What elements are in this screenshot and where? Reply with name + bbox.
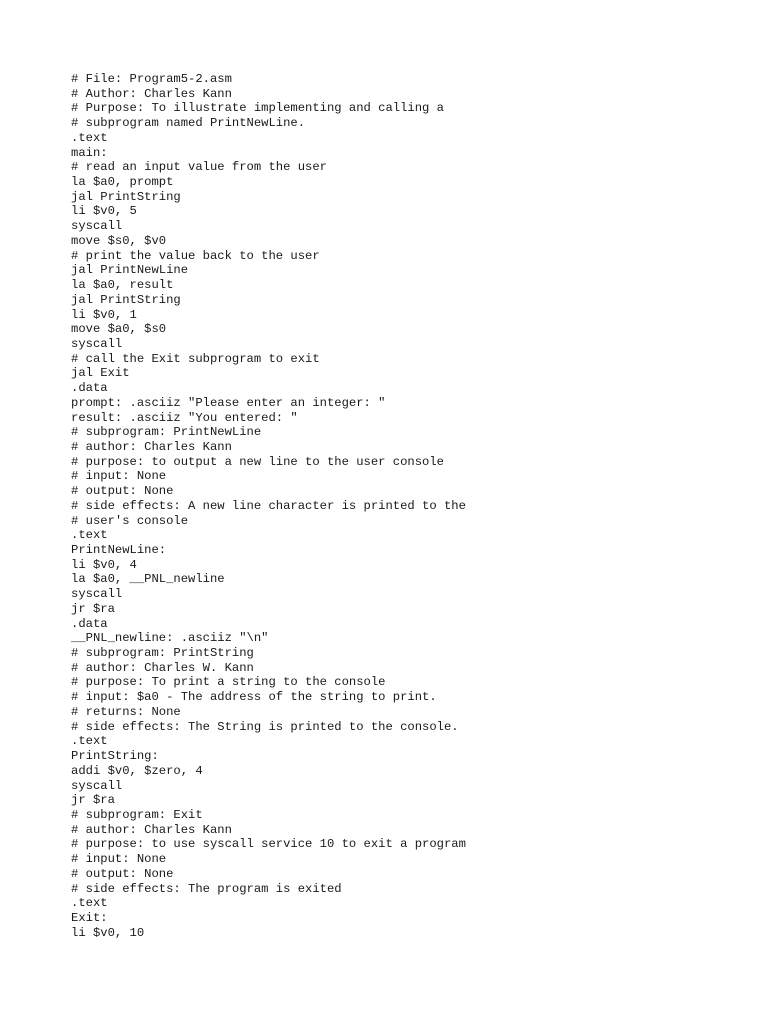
code-line: li $v0, 4	[71, 557, 137, 572]
code-line: result: .asciiz "You entered: "	[71, 410, 298, 425]
code-line: # print the value back to the user	[71, 248, 320, 263]
code-line: PrintString:	[71, 749, 159, 764]
code-line: main:	[71, 145, 108, 160]
code-line: .text	[71, 130, 108, 145]
code-line: jr $ra	[71, 793, 115, 808]
code-line: jal PrintString	[71, 189, 181, 204]
code-line: # subprogram: PrintString	[71, 646, 254, 661]
code-line: move $a0, $s0	[71, 322, 167, 337]
code-line: prompt: .asciiz "Please enter an integer: "	[71, 395, 386, 410]
code-listing	[71, 72, 751, 940]
code-line: # author: Charles W. Kann	[71, 660, 254, 675]
code-line: syscall	[71, 587, 123, 602]
code-line: # File: Program5-2.asm	[71, 72, 232, 86]
code-line: # input: None	[71, 469, 167, 484]
code-line: .text	[71, 528, 108, 543]
code-line: # purpose: to use syscall service 10 to exit a program	[71, 837, 466, 852]
code-line: # output: None	[71, 866, 174, 881]
code-line: # Author: Charles Kann	[71, 86, 232, 101]
code-line: # read an input value from the user	[71, 160, 327, 175]
code-line: # side effects: A new line character is printed to the	[71, 498, 466, 513]
code-line: Exit:	[71, 910, 108, 925]
code-line: # purpose: to output a new line to the user console	[71, 454, 444, 469]
code-line: # purpose: To print a string to the console	[71, 675, 386, 690]
code-line: .text	[71, 734, 108, 749]
code-line: # returns: None	[71, 704, 181, 719]
code-line: syscall	[71, 219, 123, 234]
code-line: # input: $a0 - The address of the string to print.	[71, 690, 437, 705]
code-line: .data	[71, 381, 108, 396]
code-line: la $a0, result	[71, 278, 174, 293]
code-line: jr $ra	[71, 601, 115, 616]
code-line: li $v0, 1	[71, 307, 137, 322]
code-line: syscall	[71, 778, 123, 793]
code-line: # side effects: The program is exited	[71, 881, 342, 896]
code-line: jal Exit	[71, 366, 130, 381]
code-line: # output: None	[71, 484, 174, 499]
code-line: # author: Charles Kann	[71, 439, 232, 454]
code-line: __PNL_newline: .asciiz "\n"	[71, 631, 269, 646]
code-line: addi $v0, $zero, 4	[71, 763, 203, 778]
code-line: .text	[71, 896, 108, 911]
code-line: la $a0, prompt	[71, 175, 174, 190]
code-line: .data	[71, 616, 108, 631]
code-line: # call the Exit subprogram to exit	[71, 351, 320, 366]
code-line: li $v0, 5	[71, 204, 137, 219]
code-line: li $v0, 10	[71, 925, 145, 940]
code-line: # subprogram: PrintNewLine	[71, 425, 262, 440]
code-line: # Purpose: To illustrate implementing and calling a	[71, 101, 444, 116]
code-line: # side effects: The String is printed to the console.	[71, 719, 459, 734]
code-line: PrintNewLine:	[71, 543, 167, 557]
code-line: move $s0, $v0	[71, 233, 167, 248]
code-line: # author: Charles Kann	[71, 822, 232, 837]
code-line: # subprogram named PrintNewLine.	[71, 116, 306, 131]
code-line: # input: None	[71, 852, 167, 867]
code-line: la $a0, __PNL_newline	[71, 572, 225, 587]
code-line: jal PrintNewLine	[71, 263, 189, 278]
code-line: jal PrintString	[71, 292, 181, 307]
code-line: # subprogram: Exit	[71, 807, 203, 822]
code-line: # user's console	[71, 513, 189, 528]
code-line: syscall	[71, 336, 123, 351]
